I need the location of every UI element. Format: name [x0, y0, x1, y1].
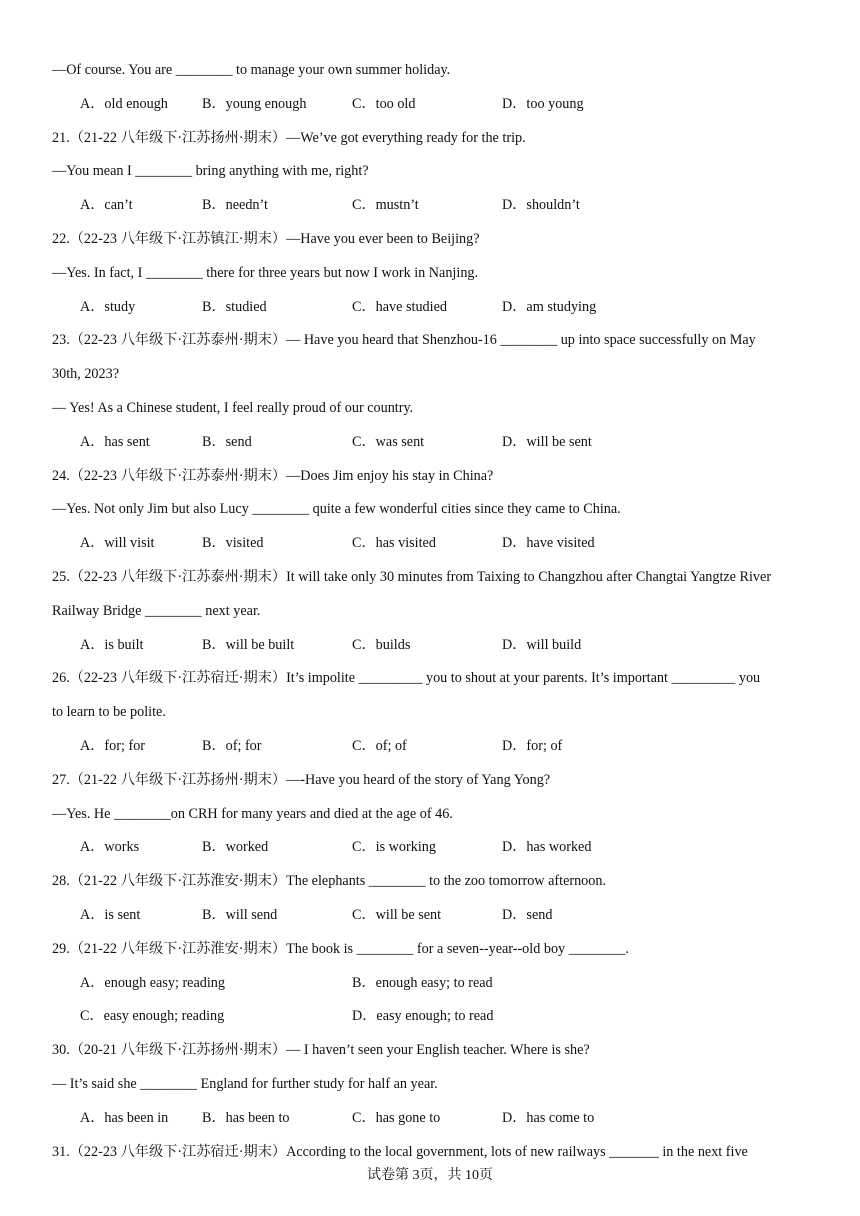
answer-option-b[interactable]: B．of; for [202, 738, 262, 754]
answer-options [80, 973, 760, 993]
answer-option-a[interactable]: A．has been in [80, 1109, 169, 1126]
answer-option-d[interactable]: D．shouldn’t [502, 197, 580, 214]
answer-option-b[interactable]: B．enough easy; to read [352, 974, 493, 991]
question-line: —Yes. In fact, I ________ there for three years but now I work in Nanjing. [52, 264, 479, 281]
answer-option-c[interactable]: C．will be sent [352, 907, 442, 923]
answer-option-c[interactable]: C．too old [352, 95, 416, 112]
answer-option-c[interactable]: C．of; of [352, 738, 407, 754]
answer-option-d[interactable]: D．has worked [502, 839, 592, 856]
answer-option-a[interactable]: A．can’t [80, 197, 133, 214]
answer-options [80, 94, 760, 114]
question-stem: 29.（21-22 八年级下·江苏淮安·期末）The book is ________ for a seven--year--old boy ________. [52, 940, 629, 957]
answer-options [80, 736, 760, 756]
answer-option-b[interactable]: B．young enough [202, 95, 307, 112]
answer-options [80, 533, 760, 553]
answer-option-d[interactable]: D．am studying [502, 298, 597, 315]
answer-option-a[interactable]: A．has sent [80, 433, 150, 450]
answer-option-b[interactable]: B．worked [202, 839, 269, 856]
answer-option-c[interactable]: C．has visited [352, 535, 436, 552]
answer-options [80, 195, 760, 215]
question-stem: 28.（21-22 八年级下·江苏淮安·期末）The elephants ________ to the zoo tomorrow afternoon. [52, 873, 607, 890]
answer-option-b[interactable]: B．studied [202, 298, 267, 315]
answer-option-b[interactable]: B．visited [202, 535, 264, 552]
answer-option-b[interactable]: B．send [202, 433, 252, 450]
answer-option-c[interactable]: C．was sent [352, 433, 425, 450]
answer-option-a[interactable]: A．will visit [80, 535, 155, 552]
answer-option-c[interactable]: C．has gone to [352, 1109, 441, 1126]
question-stem: 26.（22-23 八年级下·江苏宿迁·期末）It’s impolite _________ you to shout at your parents. It’s important _________ you [52, 670, 761, 687]
answer-option-d[interactable]: D．has come to [502, 1109, 595, 1126]
question-line: Railway Bridge ________ next year. [52, 602, 261, 619]
answer-option-d[interactable]: D．too young [502, 95, 584, 112]
answer-option-d[interactable]: D．send [502, 907, 553, 923]
answer-options [80, 432, 760, 452]
question-stem: 24.（22-23 八年级下·江苏泰州·期末）—Does Jim enjoy his stay in China? [52, 467, 494, 484]
answer-option-a[interactable]: A．study [80, 298, 136, 315]
answer-option-b[interactable]: B．needn’t [202, 197, 268, 214]
answer-option-c[interactable]: C．have studied [352, 298, 447, 315]
answer-option-b[interactable]: B．has been to [202, 1109, 290, 1126]
question-stem: 23.（22-23 八年级下·江苏泰州·期末）— Have you heard that Shenzhou-16 ________ up into space successfully on May [52, 332, 756, 349]
answer-options [80, 297, 760, 317]
question-stem: 25.（22-23 八年级下·江苏泰州·期末）It will take only 30 minutes from Taixing to Changzhou after Changtai Yangtze River [52, 569, 772, 585]
answer-option-c[interactable]: C．is working [352, 839, 436, 856]
answer-option-d[interactable]: D．easy enough; to read [352, 1008, 494, 1025]
answer-option-d[interactable]: D．for; of [502, 738, 563, 754]
question-line: —You mean I ________ bring anything with me, right? [52, 163, 369, 180]
question-line: — Yes! As a Chinese student, I feel really proud of our country. [52, 400, 414, 416]
page-footer: 试卷第 3页，共 10页 [367, 1168, 493, 1183]
answer-option-b[interactable]: B．will be built [202, 636, 295, 653]
answer-option-c[interactable]: C．builds [352, 636, 411, 653]
question-line: —Yes. He ________on CRH for many years and died at the age of 46. [52, 805, 453, 822]
answer-option-b[interactable]: B．will send [202, 907, 278, 923]
answer-option-d[interactable]: D．will build [502, 636, 582, 653]
answer-option-c[interactable]: C．mustn’t [352, 197, 419, 214]
question-stem: —Of course. You are ________ to manage your own summer holiday. [52, 62, 451, 78]
question-line: to learn to be polite. [52, 704, 166, 721]
answer-options [80, 635, 760, 655]
answer-option-a[interactable]: A．is built [80, 636, 144, 653]
answer-options [80, 1108, 760, 1128]
question-stem: 21.（21-22 八年级下·江苏扬州·期末）—We’ve got everything ready for the trip. [52, 129, 526, 146]
answer-options [80, 905, 760, 925]
answer-options [80, 1006, 760, 1026]
answer-option-a[interactable]: A．old enough [80, 95, 168, 112]
question-line: 30th, 2023? [52, 366, 119, 383]
question-stem: 31.（22-23 八年级下·江苏宿迁·期末）According to the local government, lots of new railways _______ in the next five [52, 1143, 748, 1160]
question-stem: 30.（20-21 八年级下·江苏扬州·期末）— I haven’t seen your English teacher. Where is she? [52, 1042, 590, 1059]
answer-option-a[interactable]: A．is sent [80, 907, 141, 923]
question-line: —Yes. Not only Jim but also Lucy ________ quite a few wonderful cities since they came to China. [52, 501, 621, 518]
answer-option-a[interactable]: A．enough easy; reading [80, 974, 225, 991]
answer-option-d[interactable]: D．will be sent [502, 433, 592, 450]
answer-option-d[interactable]: D．have visited [502, 535, 595, 552]
question-line: — It’s said she ________ England for further study for half an year. [52, 1076, 438, 1092]
answer-option-a[interactable]: A．for; for [80, 738, 146, 754]
question-stem: 27.（21-22 八年级下·江苏扬州·期末）—-Have you heard of the story of Yang Yong? [52, 771, 551, 788]
answer-option-a[interactable]: A．works [80, 839, 140, 856]
question-stem: 22.（22-23 八年级下·江苏镇江·期末）—Have you ever been to Beijing? [52, 231, 480, 247]
answer-option-c[interactable]: C．easy enough; reading [80, 1008, 225, 1025]
answer-options [80, 837, 760, 857]
